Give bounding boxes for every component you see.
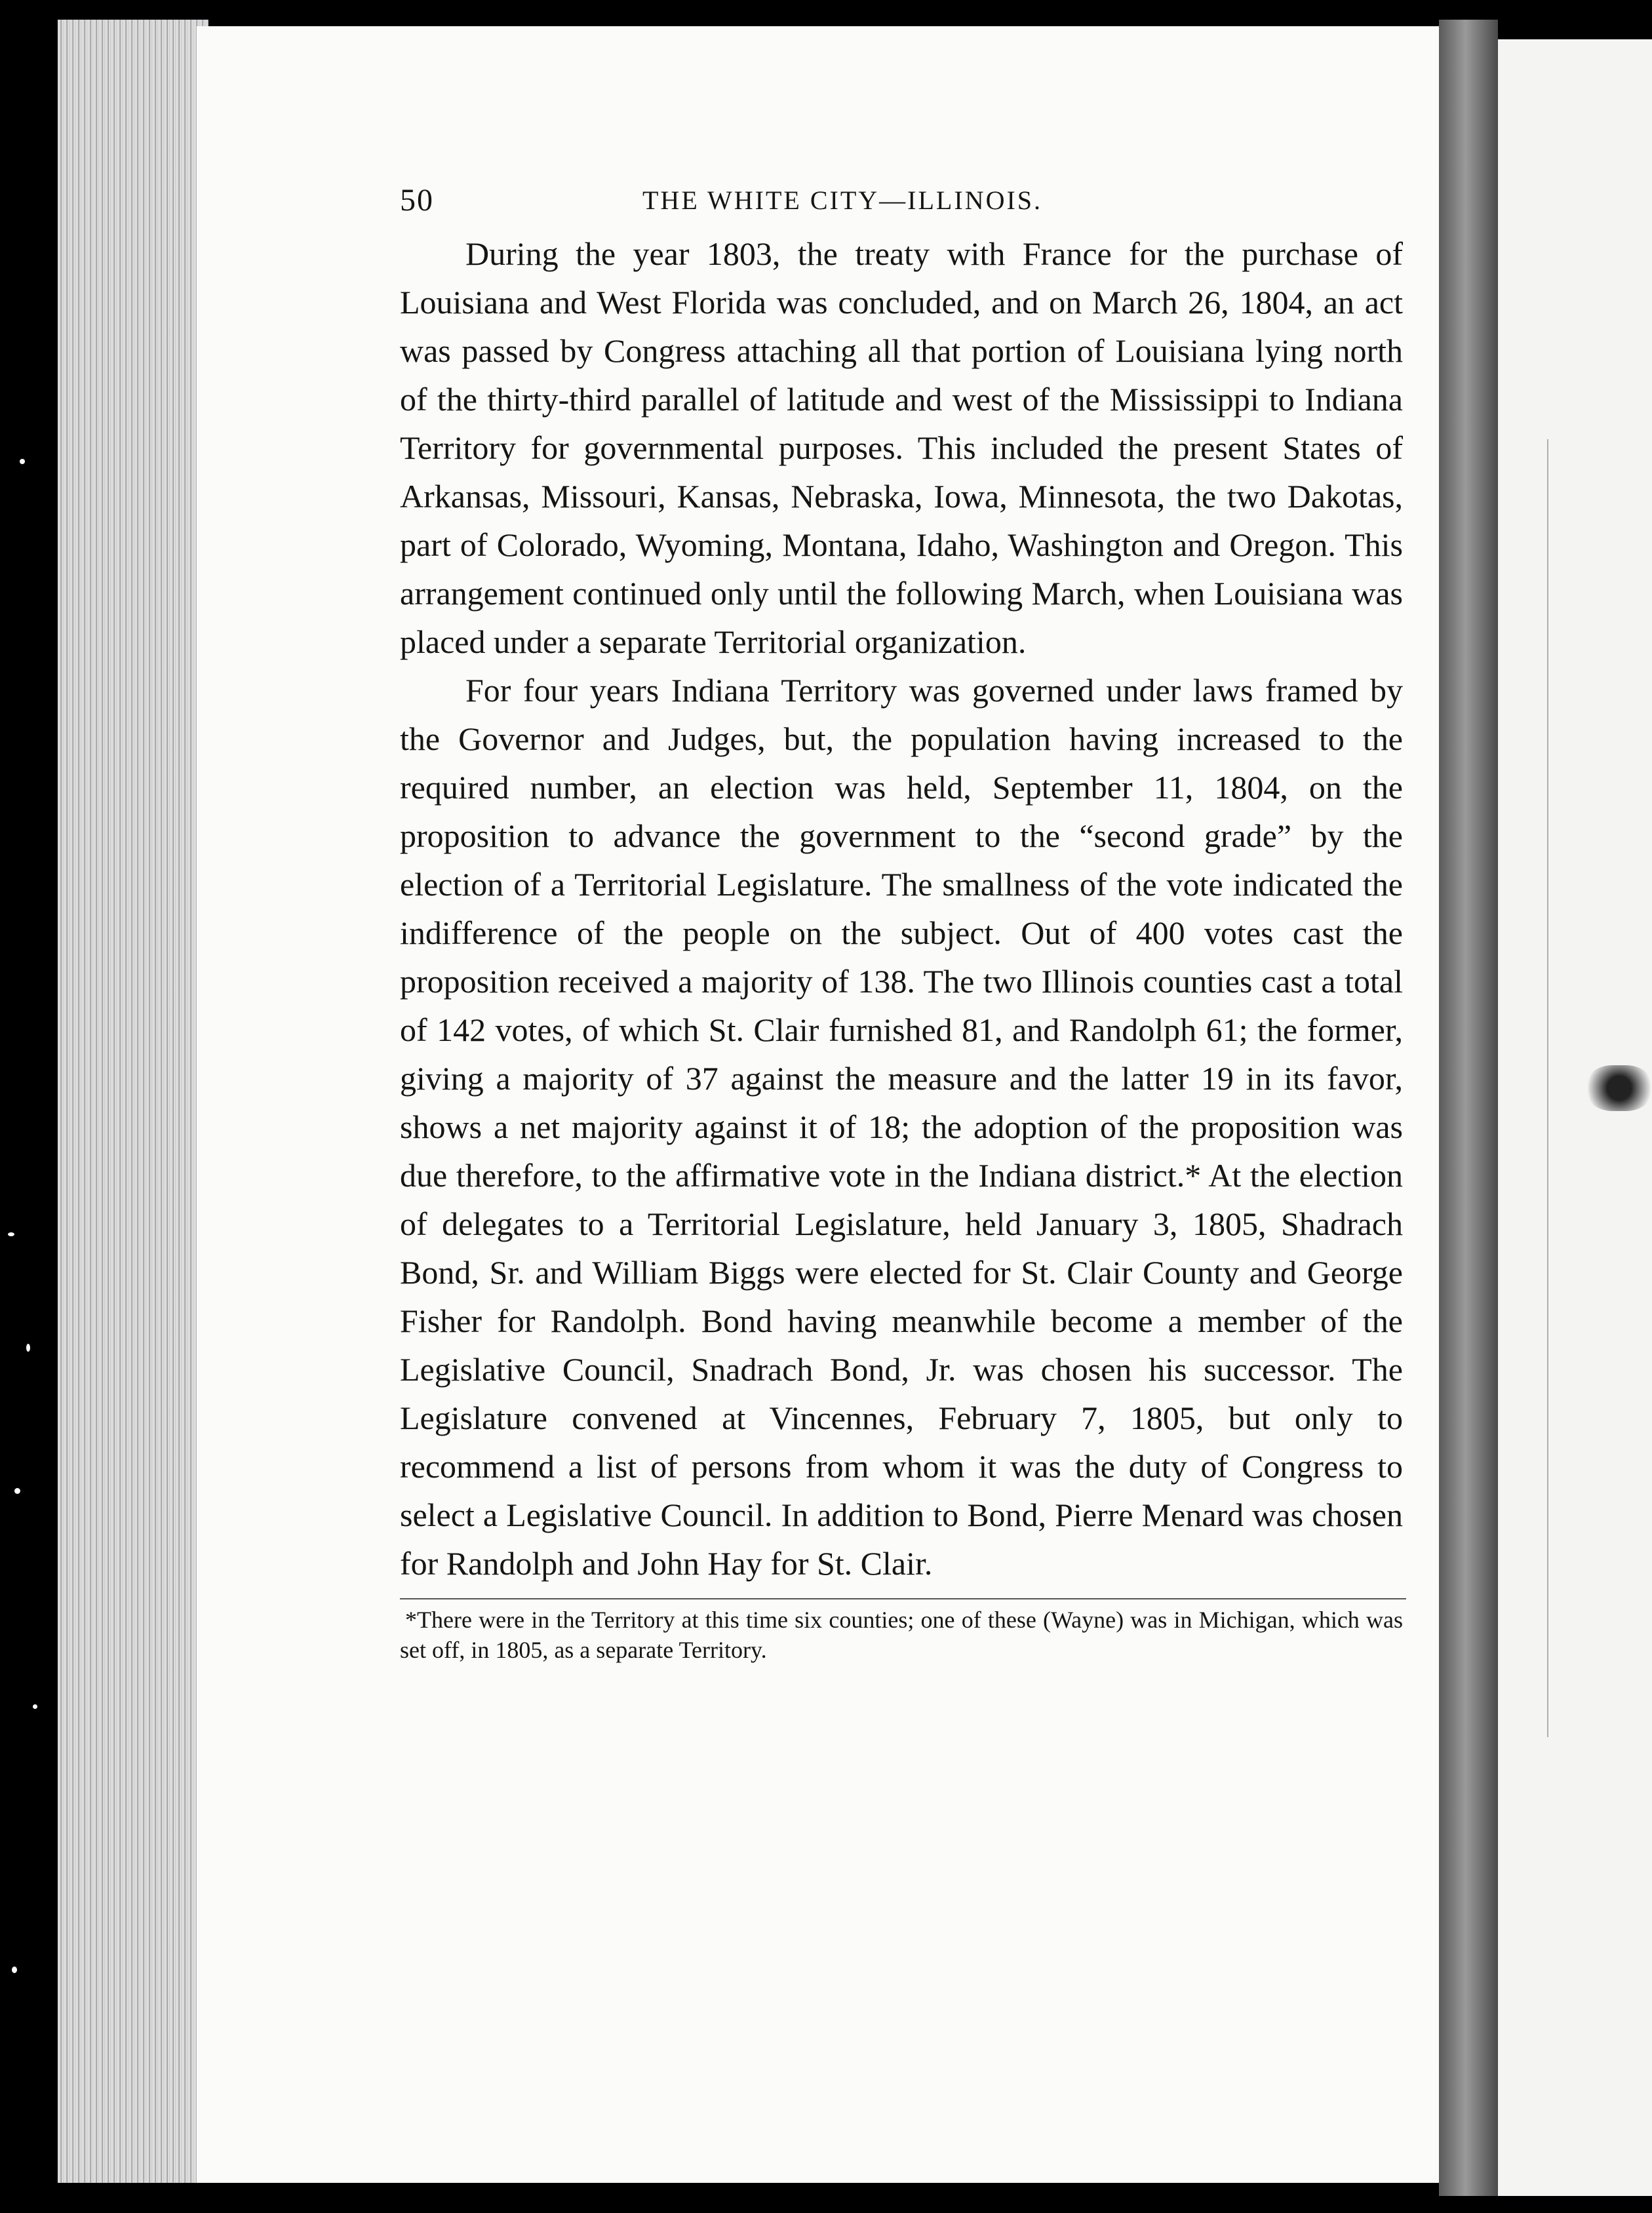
page-text [400, 177, 1403, 1665]
paragraph: During the year 1803, the treaty with France for the purchase of Louisiana and West Florida was concluded, and on March 26, 1804, an act was passed by Congress attaching all that portion of Louisiana lying north of the thirty-third parallel of latitude and west of the Mississippi to Indiana Territory for governmental purposes. This included the present States of Arkansas, Missouri, Kansas, Nebraska, Iowa, Minnesota, the two Dakotas, part of Colorado, Wyoming, Montana, Idaho, Washington and Oregon. This arrangement continued only until the following March, when Louisiana was placed under a separate Territorial organization. [400, 235, 1403, 660]
scan-speck [8, 1232, 14, 1236]
running-head [400, 177, 1403, 229]
page-number: 50 [400, 183, 434, 218]
scan-speck [20, 459, 25, 464]
facing-page [1498, 39, 1652, 2196]
facing-page-ornament [1586, 1065, 1652, 1111]
page-edges [58, 20, 208, 2183]
book-gutter [1439, 20, 1498, 2196]
scan-speck [33, 1704, 37, 1709]
paragraph: For four years Indiana Territory was governed under laws framed by the Governor and Judges, but, the population having increased to the required number, an election was held, September 11, 1804, on the proposition to advance the government to the “second grade” by the election of a Territorial Legislature. The smallness of the vote indicated the indifference of the people on the subject. Out of 400 votes cast the proposition received a majority of 138. The two Illinois counties cast a total of 142 votes, of which St. Clair furnished 81, and Randolph 61; the former, giving a majority of 37 against the measure and the latter 19 in its favor, shows a net majority against it of 18; the adoption of the proposition was due therefore, to the affirmative vote in the Indiana district.* At the election of delegates to a Territorial Legislature, held January 3, 1805, Shadrach Bond, Sr. and William Biggs were elected for St. Clair County and George Fisher for Randolph. Bond having meanwhile become a member of the Legislative Council, Snadrach Bond, Jr. was chosen his successor. The Legislature convened at Vincennes, February 7, 1805, but only to recommend a list of persons from whom it was the duty of Congress to select a Legislative Council. In addition to Bond, Pierre Menard was chosen for Randolph and John Hay for St. Clair. [400, 672, 1403, 1582]
footnote: *There were in the Territory at this time six counties; one of these (Wayne) was in Michigan, which was set off, in 1805, as a separate Territory. [400, 1607, 1403, 1663]
scan-speck [12, 1967, 17, 1973]
scan-speck [26, 1344, 30, 1352]
scan-speck [14, 1488, 20, 1494]
facing-page-rule [1547, 439, 1548, 1737]
footnote-divider [400, 1598, 1406, 1599]
running-title: THE WHITE CITY—ILLINOIS. [642, 186, 1043, 215]
